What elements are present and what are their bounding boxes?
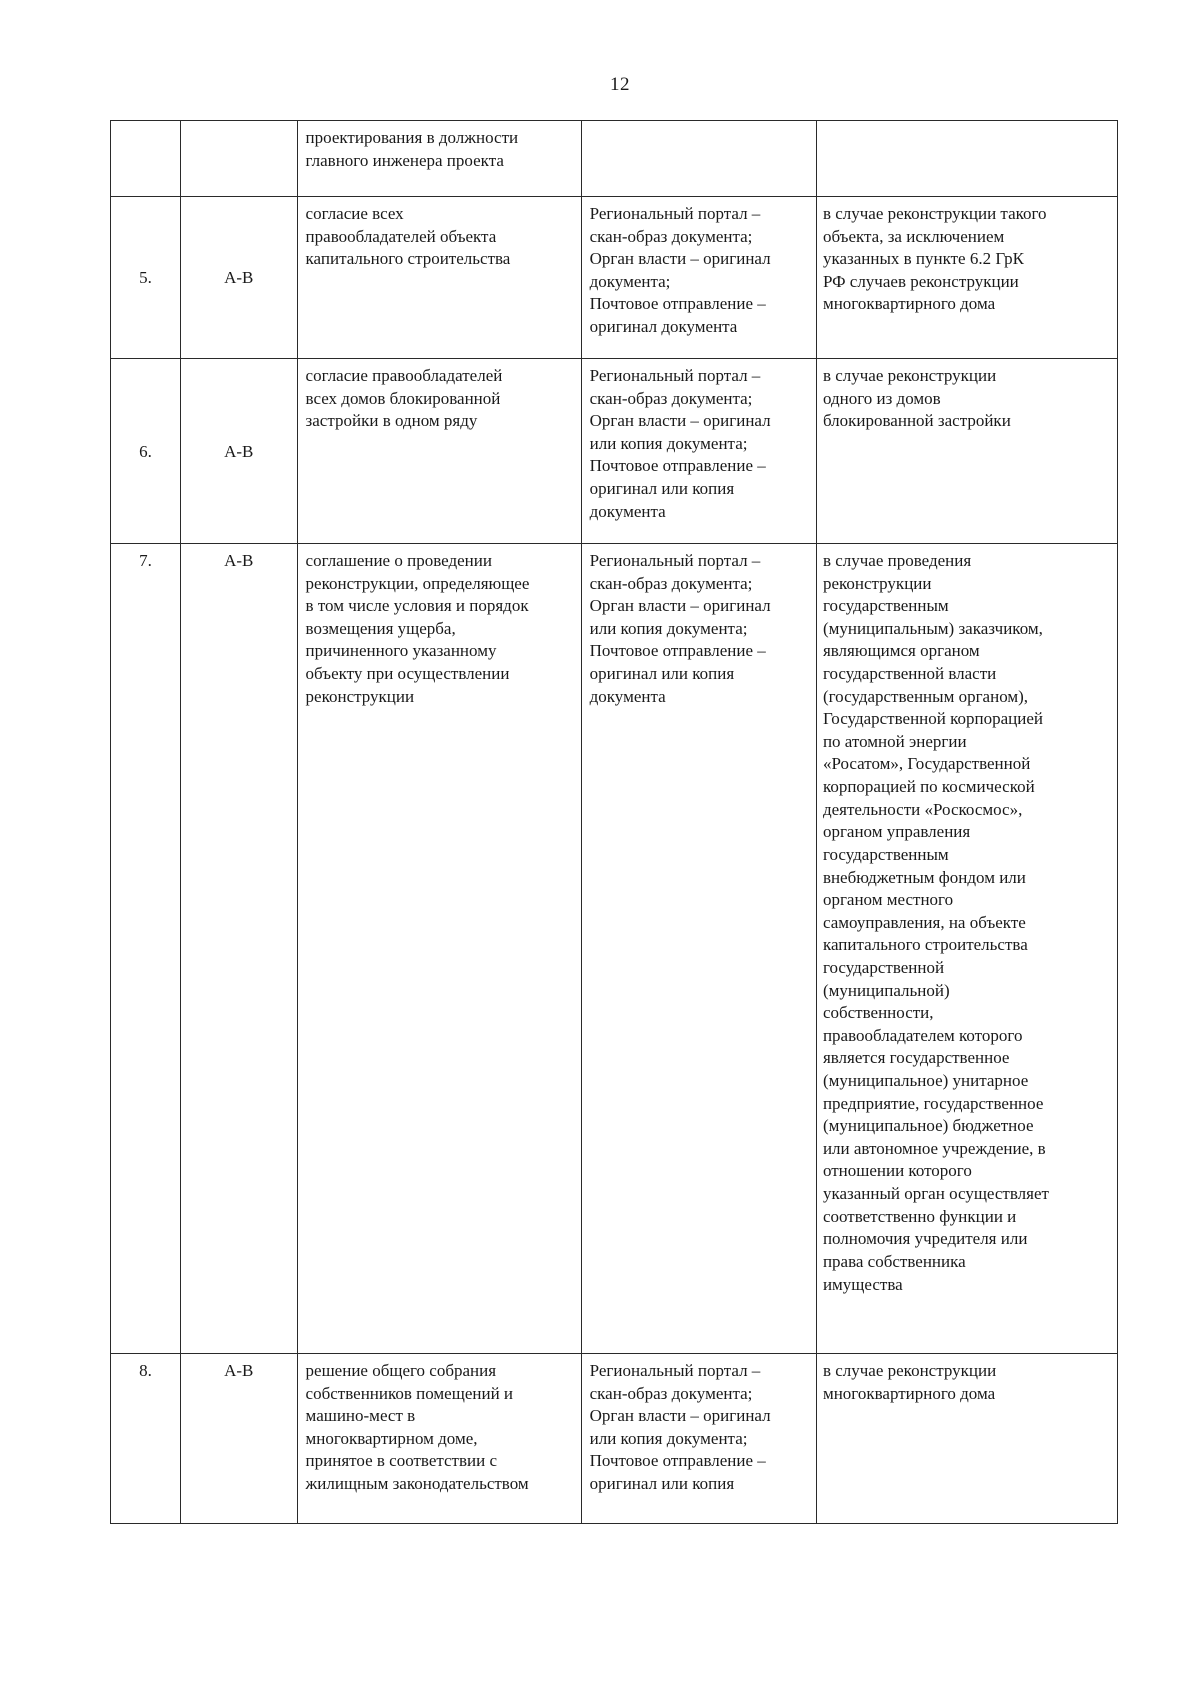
row-number-cell: 6. — [111, 359, 181, 544]
document-table — [110, 120, 1118, 1524]
document-name-cell: согласие правообладателей всех домов блокированной застройки в одном ряду — [297, 359, 581, 544]
condition-cell: в случае проведения реконструкции государственным (муниципальным) заказчиком, являющимся органом государственной власти (государственным органом), Государственной корпорацией по атомной энергии «Росатом», Государственной корпорацией по космической деятельности «Роскосмос», органом управления государственным внебюджетным фондом или органом местного самоуправления, на объекте капитального строительства государственной (муниципальной) собственности, правообладателем которого является государственное (муниципальное) унитарное предприятие, государственное (муниципальное) бюджетное или автономное учреждение, в отношении которого указанный орган осуществляет соответственно функции и полномочия учредителя или права собственника имущества — [816, 544, 1117, 1354]
document-name-cell: проектирования в должности главного инженера проекта — [297, 121, 581, 197]
row-number-cell — [111, 121, 181, 197]
page-number: 12 — [610, 74, 630, 95]
condition-cell: в случае реконструкции такого объекта, за исключением указанных в пункте 6.2 ГрК РФ случаев реконструкции многоквартирного дома — [816, 197, 1117, 359]
table-row — [111, 359, 1118, 544]
document-name-cell: согласие всех правообладателей объекта капитального строительства — [297, 197, 581, 359]
submission-method-cell: Региональный портал – скан-образ документа; Орган власти – оригинал или копия документа; Почтовое отправление – оригинал или копия документа — [581, 544, 816, 1354]
table-row — [111, 544, 1118, 1354]
document-name-cell: решение общего собрания собственников помещений и машино-мест в многоквартирном доме, принятое в соответствии с жилищным законодательством — [297, 1354, 581, 1524]
row-code-cell — [180, 121, 297, 197]
condition-cell — [816, 121, 1117, 197]
row-number-cell: 7. — [111, 544, 181, 1354]
condition-cell: в случае реконструкции одного из домов блокированной застройки — [816, 359, 1117, 544]
submission-method-cell: Региональный портал – скан-образ документа; Орган власти – оригинал или копия документа; Почтовое отправление – оригинал или копия документа — [581, 359, 816, 544]
document-name-cell: соглашение о проведении реконструкции, определяющее в том числе условия и порядок возмещения ущерба, причиненного указанному объекту при осуществлении реконструкции — [297, 544, 581, 1354]
submission-method-cell: Региональный портал – скан-образ документа; Орган власти – оригинал или копия документа; Почтовое отправление – оригинал или копия — [581, 1354, 816, 1524]
row-code-cell: А-В — [180, 1354, 297, 1524]
row-code-cell: А-В — [180, 544, 297, 1354]
row-code-cell: А-В — [180, 359, 297, 544]
submission-method-cell: Региональный портал – скан-образ документа; Орган власти – оригинал документа; Почтовое отправление – оригинал документа — [581, 197, 816, 359]
row-code-cell: А-В — [180, 197, 297, 359]
row-number-cell: 8. — [111, 1354, 181, 1524]
table-row — [111, 1354, 1118, 1524]
table-row — [111, 121, 1118, 197]
condition-cell: в случае реконструкции многоквартирного дома — [816, 1354, 1117, 1524]
submission-method-cell — [581, 121, 816, 197]
table-row — [111, 197, 1118, 359]
row-number-cell: 5. — [111, 197, 181, 359]
